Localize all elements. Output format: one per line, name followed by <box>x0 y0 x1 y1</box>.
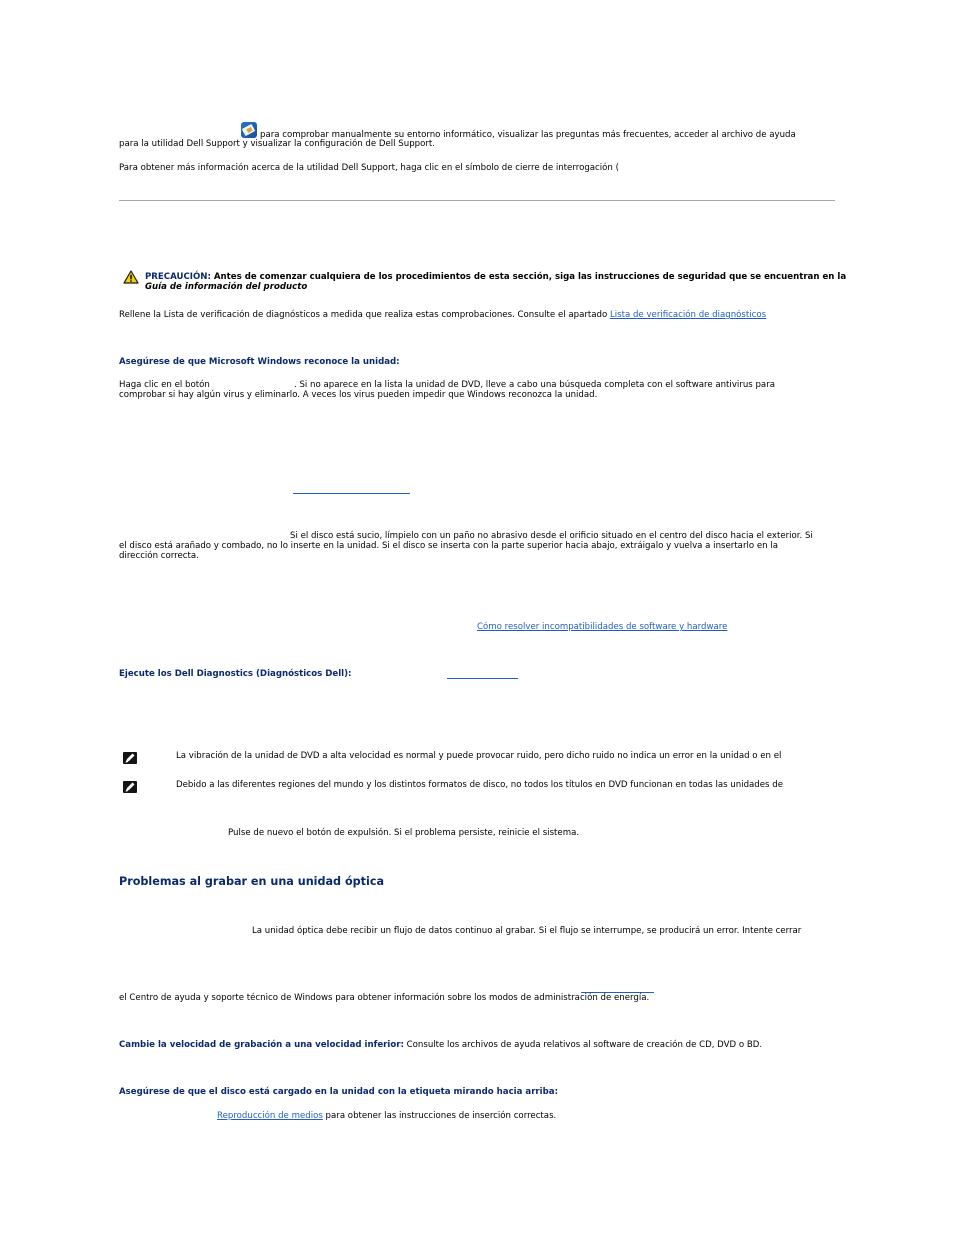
burn-stream-text: La unidad óptica debe recibir un flujo de datos continuo al grabar. Si el flujo se interrumpe, se producirá un error. Intente cerrar <box>252 926 802 936</box>
caution-icon <box>123 270 139 287</box>
checklist-link[interactable]: Lista de verificación de diagnósticos <box>609 310 767 320</box>
power-help-text: el Centro de ayuda y soporte técnico de Windows para obtener información sobre los modos de administración de energía. <box>119 993 650 1003</box>
checklist-paragraph <box>119 310 766 320</box>
windows-check-line-1a: Haga clic en el botón <box>119 380 210 390</box>
speed-text: Consulte los archivos de ayuda relativos al software de creación de CD, DVD o BD. <box>403 1040 763 1050</box>
intro-line-2: para la utilidad Dell Support y visualizar la configuración de Dell Support. <box>119 139 436 149</box>
intro-line-1: para comprobar manualmente su entorno informático, visualizar las preguntas más frecuentes, acceder al archivo de ayuda <box>260 130 796 140</box>
label-up-heading: Asegúrese de que el disco está cargado en la unidad con la etiqueta mirando hacia arriba: <box>119 1087 559 1097</box>
caution-body: Antes de comenzar cualquiera de los procedimientos de esta sección, siga las instrucciones de seguridad que se encuentran en la <box>210 272 847 282</box>
windows-check-line-1b: . Si no aparece en la lista la unidad de DVD, lleve a cabo una búsqueda completa con el software antivirus para <box>294 380 776 390</box>
disc-clean-line-3: dirección correcta. <box>119 551 199 561</box>
note-text-2: Debido a las diferentes regiones del mundo y los distintos formatos de disco, no todos los títulos en DVD funcionan en todas las unidades de <box>176 780 783 790</box>
windows-check-heading: Asegúrese de que Microsoft Windows reconoce la unidad: <box>119 357 400 367</box>
checklist-text: Rellene la Lista de verificación de diagnósticos a medida que realiza estas comprobaciones. Consulte el apartado <box>119 310 610 320</box>
burn-section-title: Problemas al grabar en una unidad óptica <box>119 875 385 888</box>
windows-check-line-2: comprobar si hay algún virus y eliminarlo. A veces los virus pueden impedir que Windows reconozca la unidad. <box>119 390 598 400</box>
disc-clean-line-2: el disco está arañado y combado, no lo inserte en la unidad. Si el disco se inserta con la parte superior hacia abajo, extráigalo y vuelva a insertarlo en la <box>119 541 778 551</box>
note-text-1: La vibración de la unidad de DVD a alta velocidad es normal y puede provocar ruido, pero dicho ruido no indica un error en la unidad o en el <box>176 751 782 761</box>
caution-label: PRECAUCIÓN: <box>145 272 211 282</box>
caution-text <box>145 272 846 282</box>
caution-guide-title: Guía de información del producto <box>145 282 308 292</box>
more-info-text: Para obtener más información acerca de la utilidad Dell Support, haga clic en el símbolo de cierre de interrogación ( <box>119 163 619 173</box>
speed-paragraph <box>119 1040 762 1050</box>
diagnostics-link-underline[interactable] <box>447 678 518 679</box>
media-link[interactable]: Reproducción de medios <box>217 1111 323 1121</box>
speed-heading: Cambie la velocidad de grabación a una velocidad inferior: <box>119 1040 404 1050</box>
note-icon <box>123 752 137 764</box>
media-text: para obtener las instrucciones de inserción correctas. <box>322 1111 557 1121</box>
disc-clean-line-1: Si el disco está sucio, límpielo con un paño no abrasivo desde el orificio situado en el centro del disco hacia el exterior. Si <box>290 531 813 541</box>
dell-support-icon[interactable] <box>241 122 257 138</box>
media-paragraph <box>217 1111 556 1121</box>
note-icon <box>123 781 137 793</box>
incompatibility-link[interactable]: Cómo resolver incompatibilidades de software y hardware <box>477 622 728 632</box>
section-divider <box>119 200 835 201</box>
eject-text: Pulse de nuevo el botón de expulsión. Si el problema persiste, reinicie el sistema. <box>228 828 580 838</box>
link-underline[interactable] <box>293 493 410 494</box>
diagnostics-heading: Ejecute los Dell Diagnostics (Diagnósticos Dell): <box>119 669 352 679</box>
